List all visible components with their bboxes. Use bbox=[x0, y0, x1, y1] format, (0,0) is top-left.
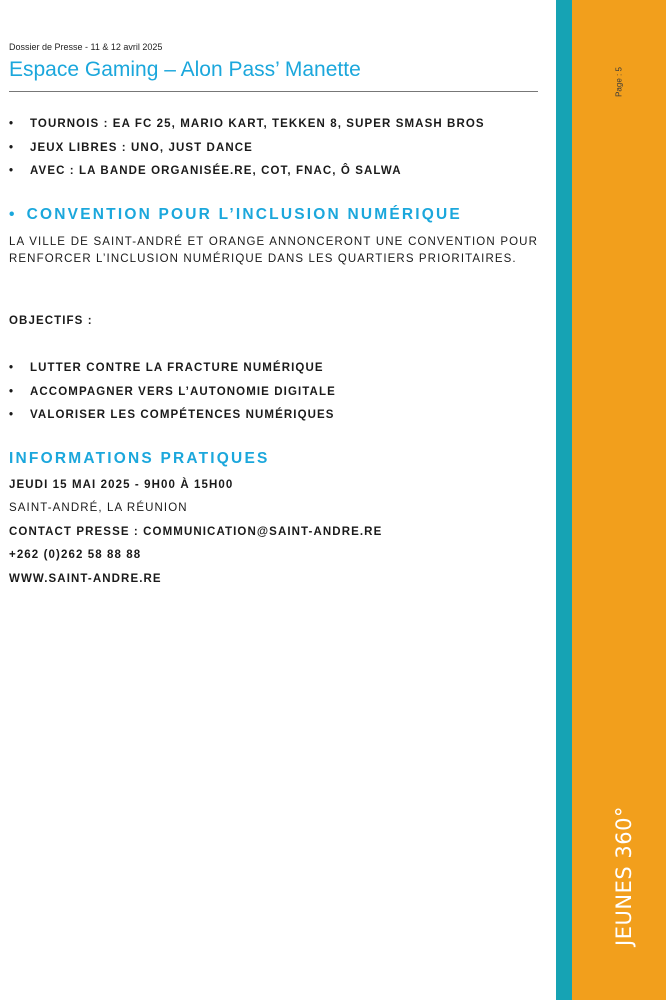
brand-vertical-label: JEUNES 360° bbox=[612, 806, 636, 946]
page-title: Espace Gaming – Alon Pass’ Manette bbox=[9, 58, 361, 81]
list-item-text: AVEC : LA BANDE ORGANISÉE.RE, COT, FNAC, Ô SALWA bbox=[30, 165, 402, 177]
convention-heading-text: CONVENTION POUR L’INCLUSION NUMÉRIQUE bbox=[26, 206, 462, 223]
event-date: JEUDI 15 MAI 2025 - 9H00 À 15H00 bbox=[9, 479, 234, 491]
list-item bbox=[9, 361, 336, 385]
bullet-icon: • bbox=[9, 385, 15, 398]
bullet-icon: • bbox=[9, 141, 15, 154]
bullet-icon: • bbox=[9, 362, 15, 374]
list-item bbox=[9, 164, 485, 188]
list-item bbox=[9, 117, 485, 141]
practical-info-block bbox=[9, 478, 382, 595]
teal-side-band bbox=[556, 0, 572, 1000]
page-number: Page : 5 bbox=[614, 67, 624, 97]
objectives-label: OBJECTIFS : bbox=[9, 315, 93, 327]
bullet-icon: • bbox=[9, 118, 15, 130]
list-item-text: JEUX LIBRES : UNO, JUST DANCE bbox=[30, 141, 253, 154]
list-item-text: TOURNOIS : EA FC 25, MARIO KART, TEKKEN 8, SUPER SMASH BROS bbox=[30, 118, 485, 130]
list-item bbox=[9, 408, 336, 432]
convention-heading bbox=[9, 206, 462, 224]
gaming-info-list bbox=[9, 117, 485, 188]
phone-number: +262 (0)262 58 88 88 bbox=[9, 549, 142, 562]
press-contact: CONTACT PRESSE : COMMUNICATION@SAINT-ANDRE.RE bbox=[9, 525, 383, 538]
bullet-icon: • bbox=[9, 409, 15, 421]
bullet-icon: • bbox=[9, 206, 17, 223]
list-item-text: VALORISER LES COMPÉTENCES NUMÉRIQUES bbox=[30, 409, 335, 421]
bullet-icon: • bbox=[9, 165, 15, 177]
list-item bbox=[9, 385, 336, 409]
website-link[interactable]: WWW.SAINT-ANDRE.RE bbox=[9, 572, 162, 585]
practical-info-heading: INFORMATIONS PRATIQUES bbox=[9, 450, 270, 467]
list-item-text: LUTTER CONTRE LA FRACTURE NUMÉRIQUE bbox=[30, 362, 324, 374]
list-item bbox=[9, 141, 485, 165]
document-kicker: Dossier de Presse - 11 & 12 avril 2025 bbox=[9, 42, 163, 52]
title-divider bbox=[9, 91, 538, 92]
convention-paragraph: LA VILLE DE SAINT-ANDRÉ ET ORANGE ANNONCERONT UNE CONVENTION POUR RENFORCER L’INCLUSION NUMÉRIQUE DANS LES QUARTIERS PRIORITAIRES. bbox=[9, 236, 538, 265]
event-location: SAINT-ANDRÉ, LA RÉUNION bbox=[9, 502, 188, 515]
list-item-text: ACCOMPAGNER VERS L’AUTONOMIE DIGITALE bbox=[30, 385, 336, 398]
objectives-list bbox=[9, 361, 336, 432]
